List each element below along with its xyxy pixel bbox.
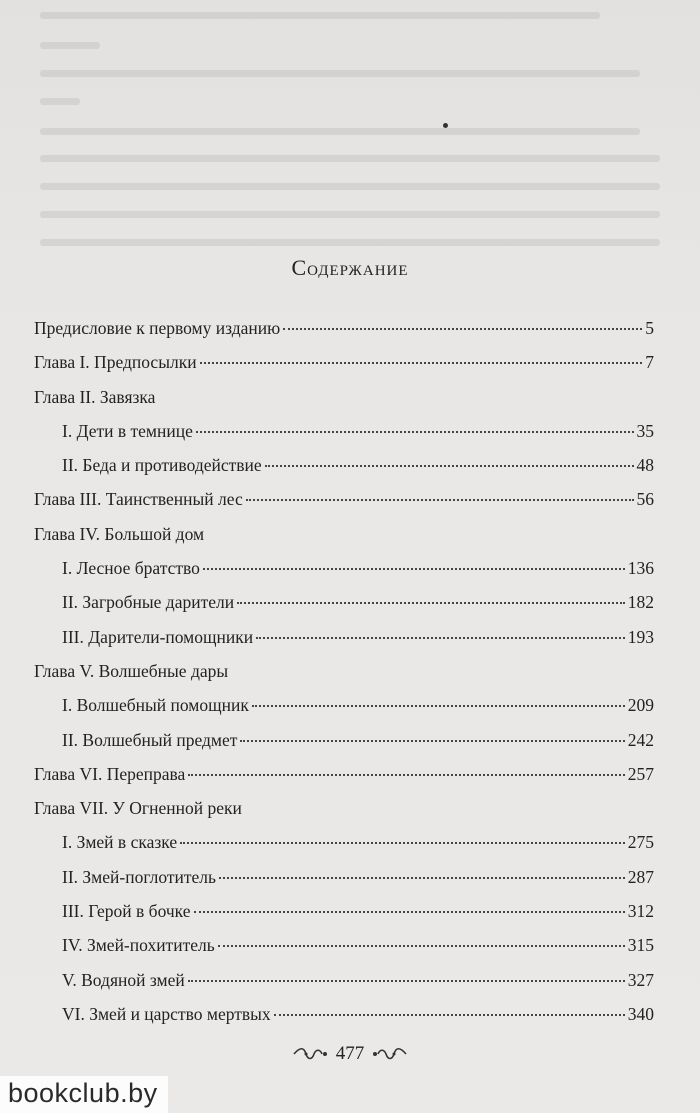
toc-entry-label: Глава III. Таинственный лес bbox=[34, 489, 243, 510]
toc-entry-label: I. Змей в сказке bbox=[62, 832, 178, 853]
toc-entry-label: V. Водяной змей bbox=[62, 969, 185, 990]
toc-entry-label: II. Загробные дарители bbox=[62, 592, 235, 613]
dot-leader bbox=[256, 637, 625, 639]
toc-subentry bbox=[34, 867, 654, 901]
toc-entry-page: 312 bbox=[627, 901, 654, 922]
right-ornament-icon bbox=[372, 1045, 408, 1063]
toc-entry bbox=[34, 764, 654, 798]
toc-entry bbox=[34, 524, 654, 558]
toc-subentry bbox=[34, 901, 654, 935]
toc-entry-label: Глава IV. Большой дом bbox=[34, 523, 205, 544]
dot-leader bbox=[196, 431, 634, 433]
watermark: bookclub.by bbox=[0, 1076, 168, 1113]
toc-subentry bbox=[34, 935, 654, 969]
toc-entry bbox=[34, 661, 654, 695]
dot-leader bbox=[194, 911, 625, 913]
dot-leader bbox=[237, 602, 625, 604]
toc-entry-label: Предисловие к первому изданию bbox=[34, 318, 281, 338]
toc-entry bbox=[34, 352, 654, 386]
table-of-contents bbox=[34, 318, 654, 1038]
toc-entry-label: IV. Змей-похититель bbox=[62, 935, 215, 956]
dot-leader bbox=[180, 842, 625, 844]
toc-subentry bbox=[34, 592, 654, 626]
dot-leader bbox=[265, 465, 634, 467]
toc-entry-page: 287 bbox=[627, 866, 654, 887]
dot-leader bbox=[252, 705, 625, 707]
toc-entry-label: Глава I. Предпосылки bbox=[34, 352, 197, 373]
toc-entry-page: 327 bbox=[627, 969, 654, 990]
toc-entry-page: 136 bbox=[627, 558, 654, 579]
toc-entry-page: 209 bbox=[627, 695, 654, 716]
toc-entry-page: 7 bbox=[645, 352, 654, 373]
dot-leader bbox=[200, 362, 643, 364]
toc-subentry bbox=[34, 832, 654, 866]
toc-subentry bbox=[34, 421, 654, 455]
toc-entry bbox=[34, 489, 654, 523]
toc-entry-label: III. Дарители-помощники bbox=[62, 626, 254, 647]
toc-subentry bbox=[34, 455, 654, 489]
toc-subentry bbox=[34, 730, 654, 764]
toc-entry-page: 5 bbox=[645, 318, 654, 338]
dot-leader bbox=[240, 740, 624, 742]
toc-entry-label: VI. Змей и царство мертвых bbox=[62, 1003, 271, 1024]
toc-subentry bbox=[34, 1004, 654, 1038]
toc-entry-label: Глава VII. У Огненной реки bbox=[34, 798, 242, 819]
toc-entry-page: 193 bbox=[627, 626, 654, 647]
dot-leader bbox=[203, 568, 625, 570]
toc-entry-page: 242 bbox=[627, 729, 654, 750]
toc-entry-label: II. Волшебный предмет bbox=[62, 729, 238, 750]
show-through-text bbox=[0, 0, 700, 250]
toc-entry-label: I. Волшебный помощник bbox=[62, 695, 249, 716]
toc-entry-label: II. Беда и противодействие bbox=[62, 455, 262, 476]
toc-entry-page: 56 bbox=[636, 489, 654, 510]
toc-entry-label: I. Лесное братство bbox=[62, 558, 200, 579]
page-title: Содержание bbox=[291, 255, 409, 280]
page-number: 477 bbox=[335, 1043, 365, 1064]
toc-entry-page: 35 bbox=[636, 420, 654, 441]
toc-entry bbox=[34, 798, 654, 832]
toc-entry-label: Глава VI. Переправа bbox=[34, 763, 186, 784]
left-ornament-icon bbox=[292, 1045, 328, 1063]
dot-leader bbox=[218, 945, 625, 947]
toc-subentry bbox=[34, 695, 654, 729]
toc-entry-page: 48 bbox=[636, 455, 654, 476]
toc-entry-page: 340 bbox=[627, 1003, 654, 1024]
toc-entry-label: Глава V. Волшебные дары bbox=[34, 660, 229, 681]
toc-entry-page: 275 bbox=[627, 832, 654, 853]
dot-leader bbox=[219, 877, 625, 879]
dot-leader bbox=[283, 328, 642, 330]
toc-entry bbox=[34, 318, 654, 352]
dot-leader bbox=[188, 980, 625, 982]
dot-leader bbox=[188, 774, 624, 776]
toc-entry-page: 182 bbox=[627, 592, 654, 613]
dot-leader bbox=[274, 1014, 625, 1016]
toc-entry-page: 315 bbox=[627, 935, 654, 956]
page-footer bbox=[0, 1043, 700, 1065]
toc-entry-label: I. Дети в темнице bbox=[62, 420, 193, 441]
toc-entry bbox=[34, 387, 654, 421]
toc-subentry bbox=[34, 627, 654, 661]
dot-leader bbox=[246, 499, 634, 501]
ink-dot bbox=[443, 123, 448, 128]
toc-entry-label: Глава II. Завязка bbox=[34, 386, 156, 407]
toc-entry-label: III. Герой в бочке bbox=[62, 901, 191, 922]
toc-subentry bbox=[34, 558, 654, 592]
toc-entry-label: II. Змей-поглотитель bbox=[62, 866, 217, 887]
toc-entry-page: 257 bbox=[627, 763, 654, 784]
toc-subentry bbox=[34, 970, 654, 1004]
